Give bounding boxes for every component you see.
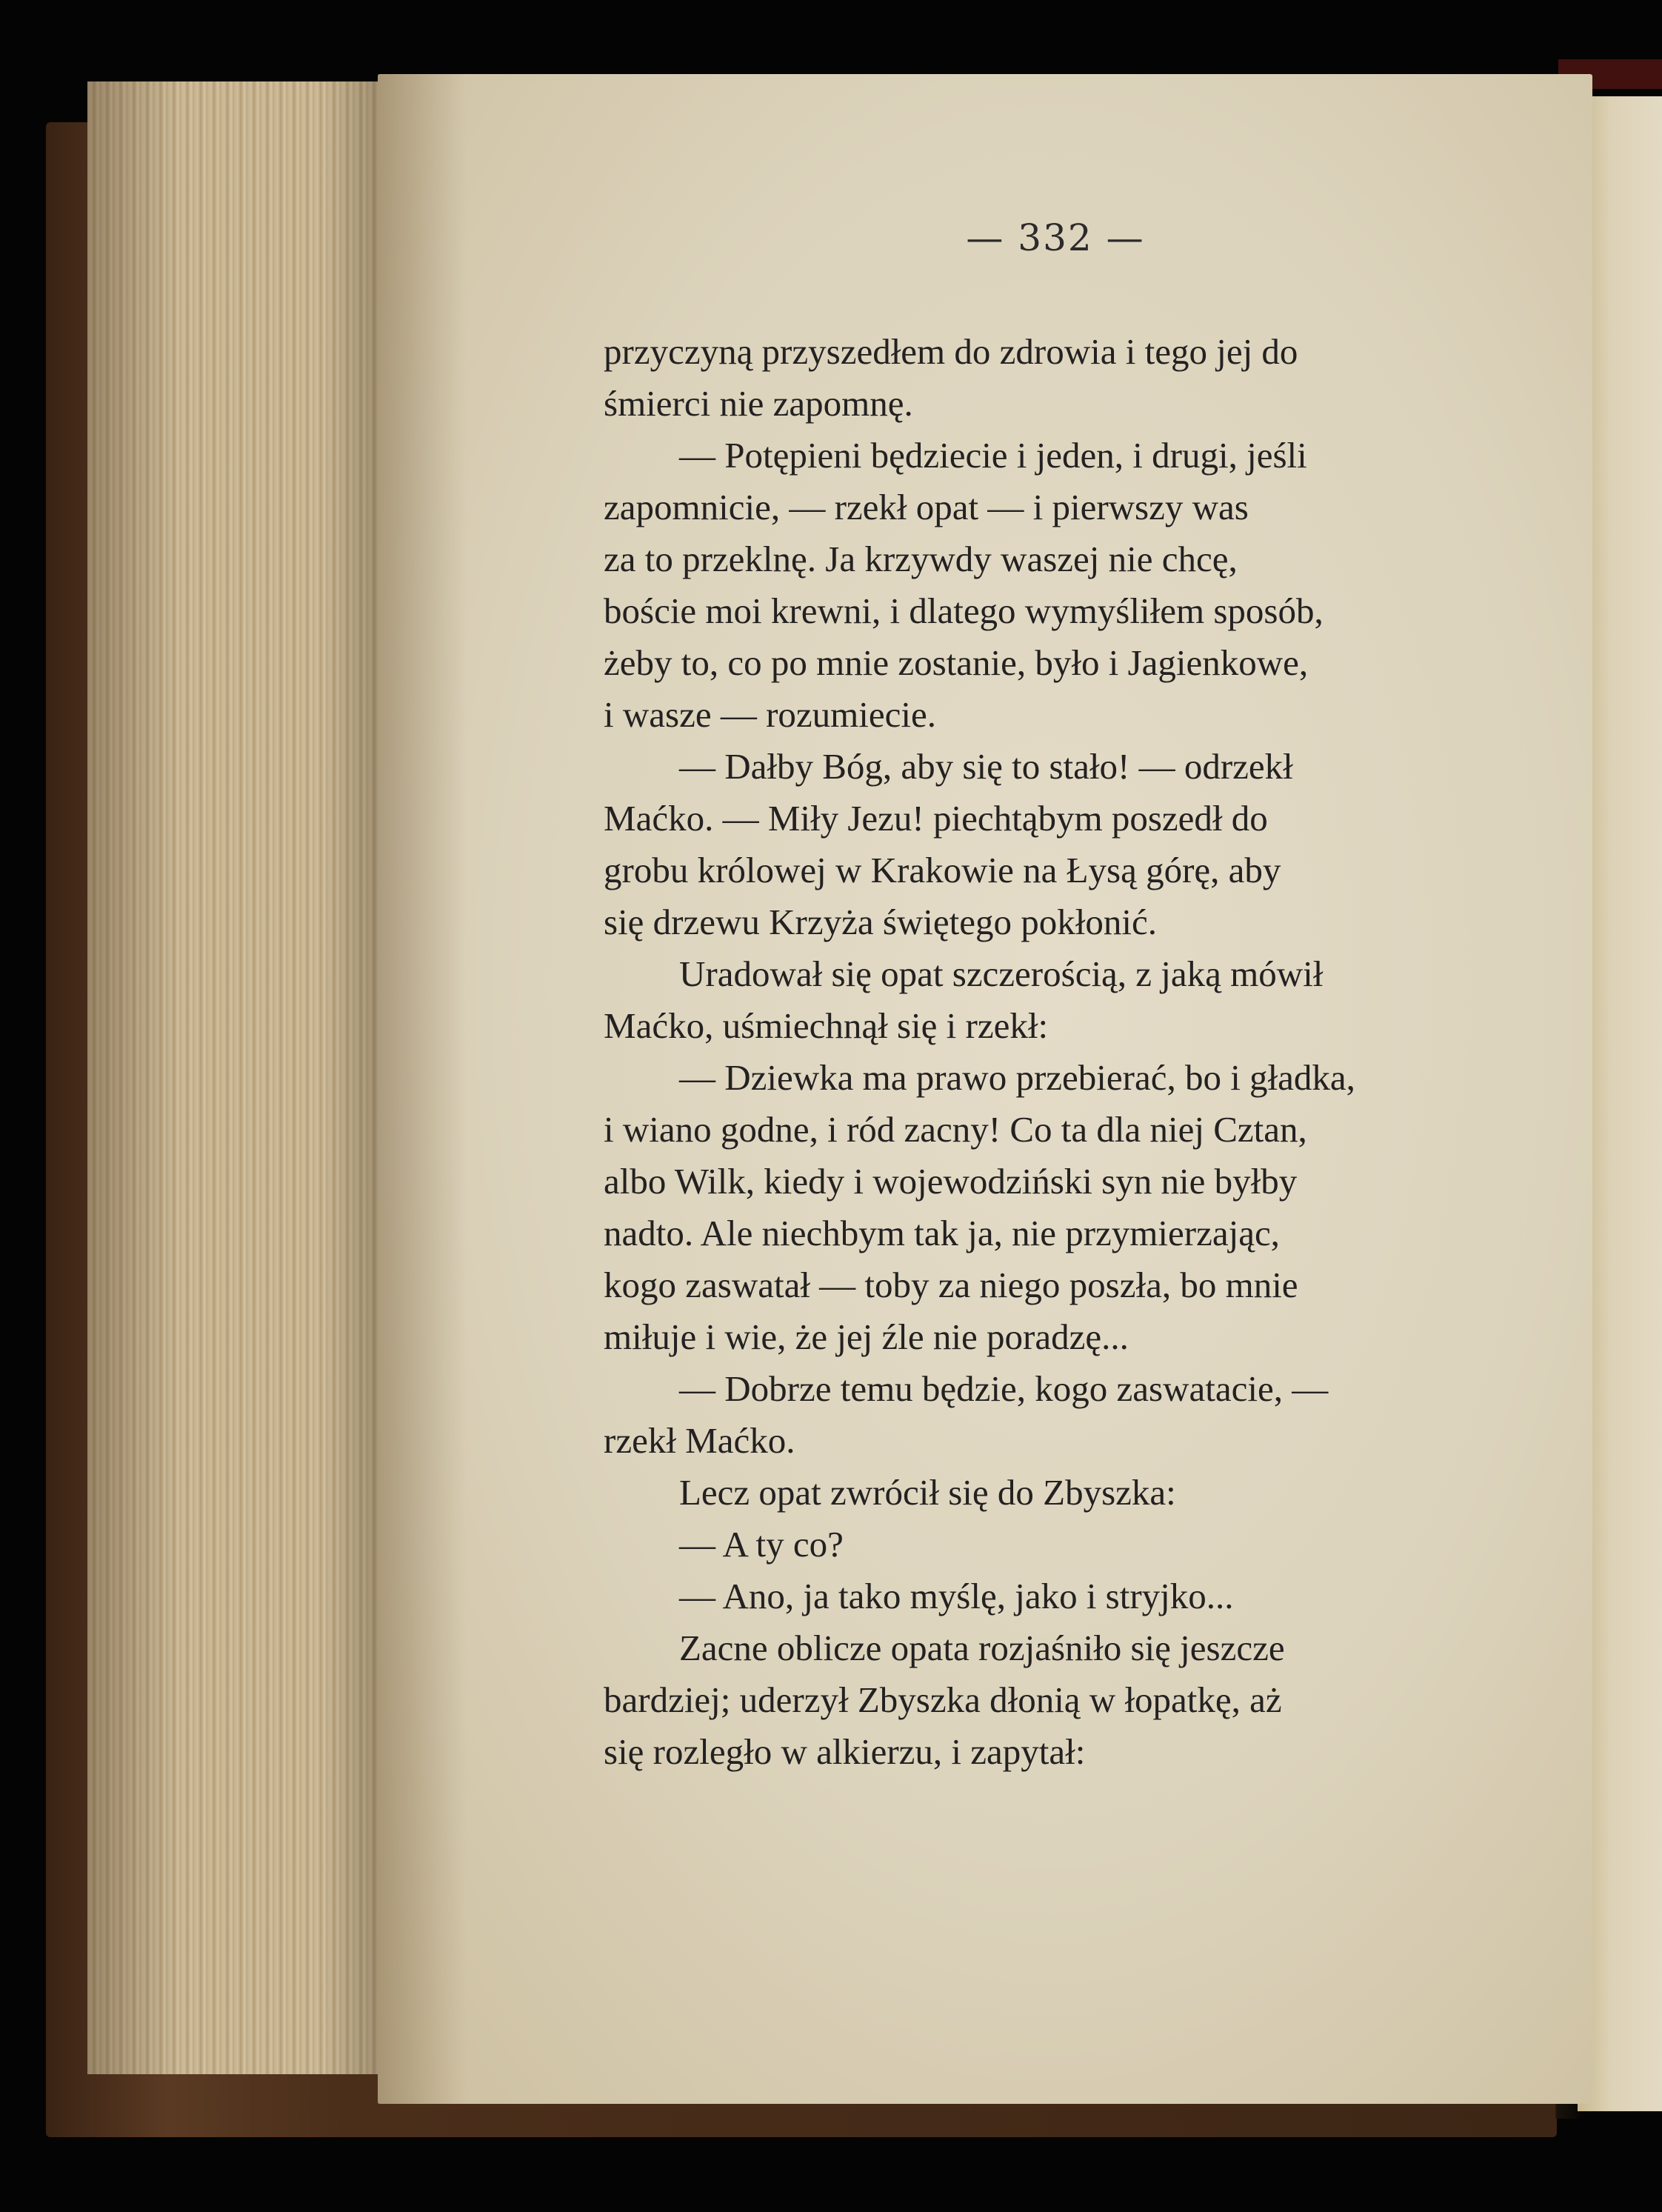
text-line: żeby to, co po mnie zostanie, było i Jagienkowe, bbox=[604, 642, 1309, 683]
text-line: się rozległo w alkierzu, i zapytał: bbox=[604, 1731, 1086, 1772]
text-line: i wasze — rozumiecie. bbox=[604, 694, 936, 735]
text-line: grobu królowej w Krakowie na Łysą górę, aby bbox=[604, 850, 1281, 890]
page-block-shade bbox=[87, 81, 398, 2074]
text-line: — Dziewka ma prawo przebierać, bo i gładka, bbox=[679, 1057, 1355, 1098]
text-line: przyczyną przyszedłem do zdrowia i tego jej do bbox=[604, 331, 1298, 372]
text-line: za to przeklnę. Ja krzywdy waszej nie chcę, bbox=[604, 539, 1238, 579]
text-line: Maćko, uśmiechnął się i rzekł: bbox=[604, 1005, 1049, 1046]
text-line: Zacne oblicze opata rozjaśniło się jeszcze bbox=[679, 1628, 1285, 1668]
text-line: Uradował się opat szczerością, z jaką mówił bbox=[679, 953, 1324, 994]
text-line: — Potępieni będziecie i jeden, i drugi, jeśli bbox=[679, 435, 1307, 476]
page-number: — 332 — bbox=[966, 216, 1145, 259]
text-line: się drzewu Krzyża świętego pokłonić. bbox=[604, 902, 1157, 942]
text-line: — Dałby Bóg, aby się to stało! — odrzekł bbox=[679, 746, 1293, 787]
text-line: miłuje i wie, że jej źle nie poradzę... bbox=[604, 1316, 1129, 1357]
text-line: albo Wilk, kiedy i wojewodziński syn nie byłby bbox=[604, 1161, 1298, 1202]
body-text bbox=[604, 326, 1478, 1778]
text-line: kogo zaswatał — toby za niego poszła, bo mnie bbox=[604, 1265, 1298, 1305]
text-line: — A ty co? bbox=[679, 1524, 844, 1565]
text-line: zapomnicie, — rzekł opat — i pierwszy was bbox=[604, 487, 1249, 527]
text-line: nadto. Ale niechbym tak ja, nie przymierzając, bbox=[604, 1213, 1280, 1253]
text-line: Maćko. — Miły Jezu! piechtąbym poszedł do bbox=[604, 798, 1268, 839]
text-line: boście moi krewni, i dlatego wymyśliłem sposób, bbox=[604, 590, 1324, 631]
text-line: i wiano godne, i ród zacny! Co ta dla niej Cztan, bbox=[604, 1109, 1307, 1150]
text-line: Lecz opat zwrócił się do Zbyszka: bbox=[679, 1472, 1176, 1513]
text-line: śmierci nie zapomnę. bbox=[604, 383, 913, 424]
page-gutter bbox=[378, 74, 467, 2104]
text-line: — Ano, ja tako myślę, jako i stryjko... bbox=[679, 1576, 1234, 1616]
text-line: rzekł Maćko. bbox=[604, 1420, 795, 1461]
text-line: bardziej; uderzył Zbyszka dłonią w łopatkę, aż bbox=[604, 1679, 1282, 1720]
text-line: — Dobrze temu będzie, kogo zaswatacie, — bbox=[679, 1368, 1329, 1409]
